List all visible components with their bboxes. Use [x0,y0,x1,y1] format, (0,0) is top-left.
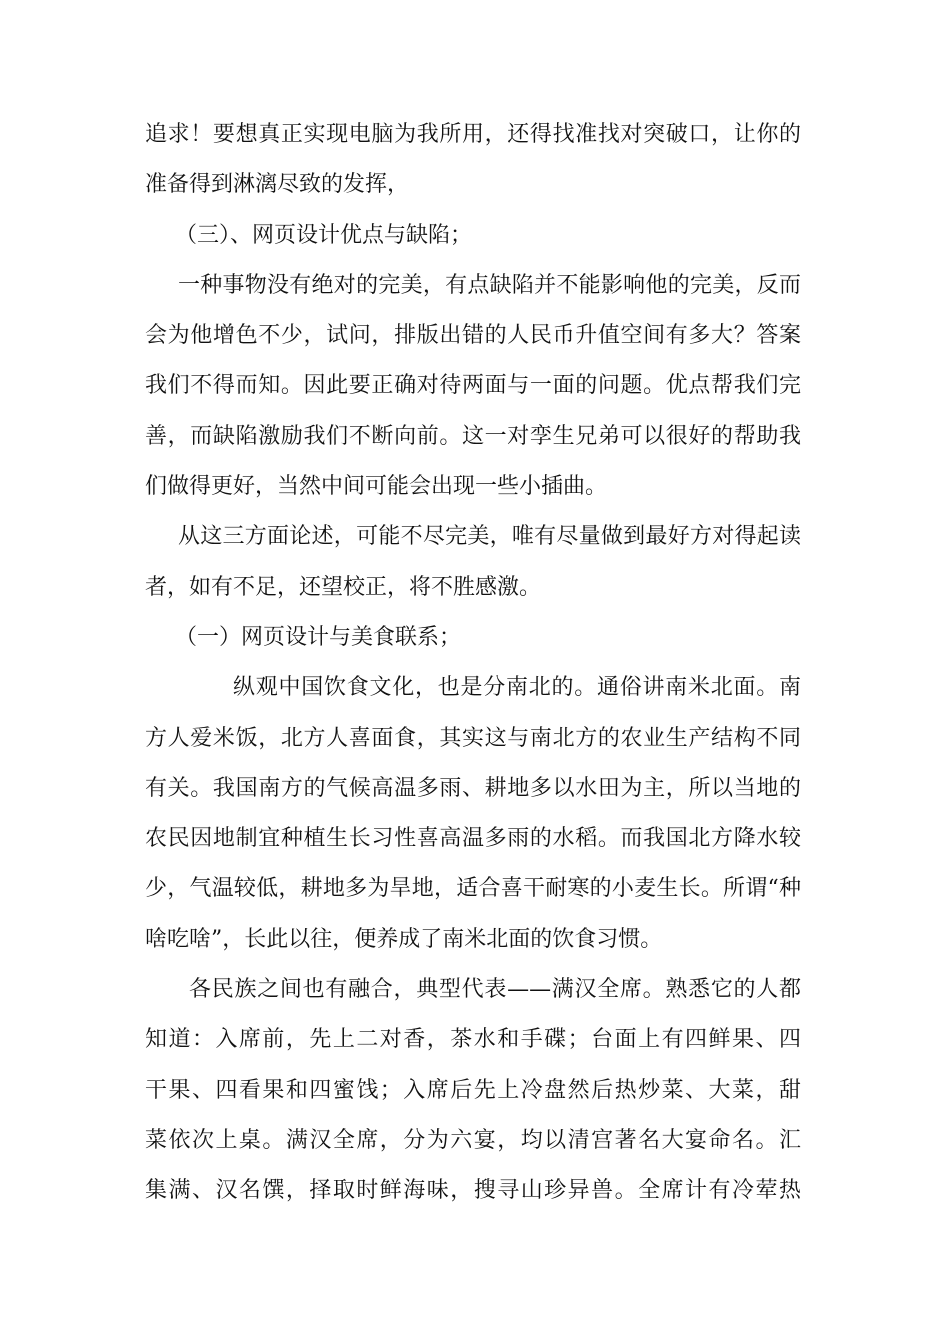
text-line: 少，气温较低，耕地多为旱地，适合喜干耐寒的小麦生长。所谓“种 [145,876,801,902]
text-line: 各民族之间也有融合，典型代表——满汉全席。熟悉它的人都 [189,977,801,1003]
text-line: 方人爱米饭，北方人喜面食，其实这与南北方的农业生产结构不同 [145,725,801,751]
document-body [145,110,801,1217]
text-line: 我们不得而知。因此要正确对待两面与一面的问题。优点帮我们完 [145,373,801,399]
section-heading: （一）网页设计与美食联系； [175,624,462,650]
text-line: 有关。我国南方的气候高温多雨、耕地多以水田为主，所以当地的 [145,775,801,801]
text-line: 善，而缺陷激励我们不断向前。这一对孪生兄弟可以很好的帮助我 [145,423,801,449]
text-line: 者，如有不足，还望校正，将不胜感激。 [145,574,542,600]
text-line: 干果、四看果和四蜜饯；入席后先上冷盘然后热炒菜、大菜，甜 [145,1077,801,1103]
section-heading: （三）、网页设计优点与缺陷； [175,222,473,248]
text-line: 追求！要想真正实现电脑为我所用，还得找准找对突破口，让你的 [145,122,801,147]
text-line: 准备得到淋漓尽致的发挥， [145,172,410,198]
text-line: 农民因地制宜种植生长习性喜高温多雨的水稻。而我国北方降水较 [145,826,801,852]
text-line: 一种事物没有绝对的完美，有点缺陷并不能影响他的完美，反而 [178,272,801,298]
text-line: 菜依次上桌。满汉全席，分为六宴，均以清宫著名大宴命名。汇 [145,1127,801,1153]
text-line: 知道：入席前，先上二对香，茶水和手碟；台面上有四鲜果、四 [145,1027,801,1053]
text-line: 啥吃啥”，长此以往，便养成了南米北面的饮食习惯。 [145,926,663,952]
text-line: 会为他增色不少，试问，排版出错的人民币升值空间有多大？答案 [145,323,801,349]
text-line: 们做得更好，当然中间可能会出现一些小插曲。 [145,474,608,500]
text-line: 集满、汉名馔，择取时鲜海味，搜寻山珍异兽。全席计有冷荤热 [145,1178,801,1204]
text-line: 纵观中国饮食文化，也是分南北的。通俗讲南米北面。南 [233,675,801,701]
text-line: 从这三方面论述，可能不尽完美，唯有尽量做到最好方对得起读 [178,524,801,550]
